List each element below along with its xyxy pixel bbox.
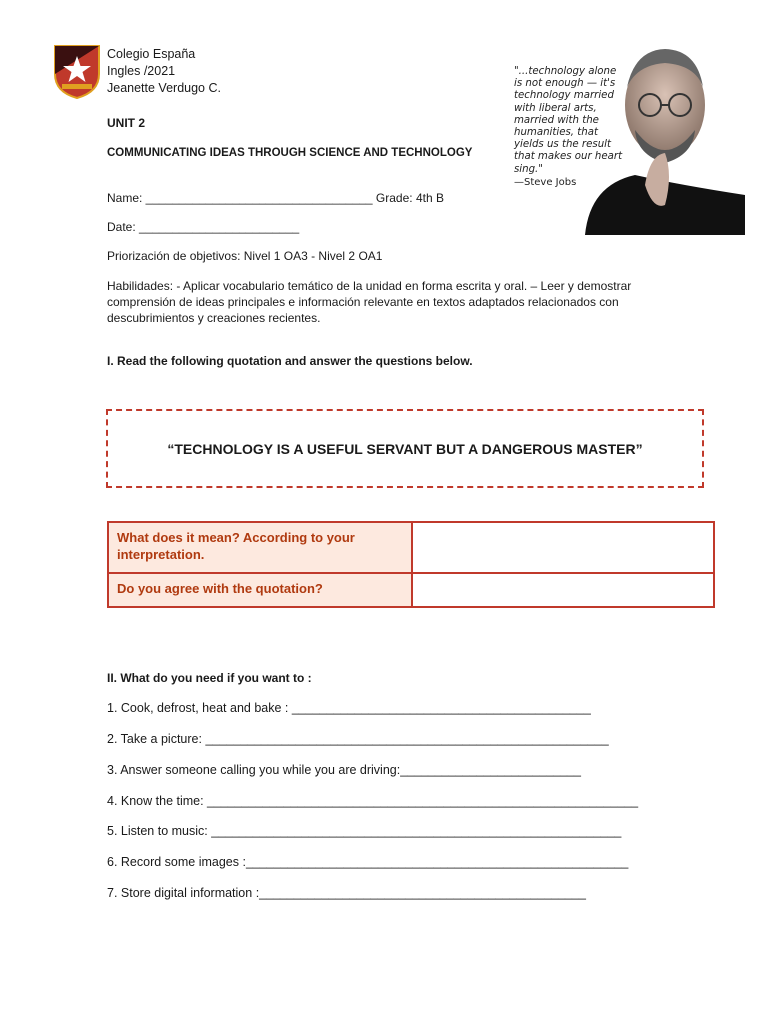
quote-author: —Steve Jobs	[514, 177, 577, 188]
list-item[interactable]: 4. Know the time: ______________________________________________________________	[107, 794, 639, 808]
skills-text: Habilidades: - Aplicar vocabulario temático de la unidad en forma escrita y oral. – Leer y demostrar comprensión de ideas principales e información relevante en textos adaptados relacionados con descubrimientos y creaciones recientes.	[107, 279, 632, 325]
list-item[interactable]: 1. Cook, defrost, heat and bake : ___________________________________________	[107, 701, 591, 715]
teacher-name: Jeanette Verdugo C.	[107, 81, 221, 95]
table-row	[108, 573, 714, 607]
answer-cell[interactable]	[412, 573, 714, 607]
section-2-heading: II. What do you need if you want to :	[107, 671, 312, 685]
subject-title: COMMUNICATING IDEAS THROUGH SCIENCE AND TECHNOLOGY	[107, 147, 473, 159]
school-crest-icon	[52, 44, 102, 100]
quote-text: "...technology alone is not enough — it's technology married with liberal arts, married with the humanities, that yields us the result that makes our heart sing."	[514, 66, 623, 175]
table-row	[108, 522, 714, 573]
question-cell: What does it mean? According to your interpretation.	[108, 522, 412, 573]
quotation-text: “TECHNOLOGY IS A USEFUL SERVANT BUT A DANGEROUS MASTER”	[167, 441, 643, 457]
list-item[interactable]: 5. Listen to music: ___________________________________________________________	[107, 824, 622, 838]
course-label: Ingles /2021	[107, 64, 176, 78]
school-name: Colegio España	[107, 47, 196, 61]
name-field[interactable]: Name: __________________________________ Grade: 4th B	[107, 191, 444, 205]
question-cell: Do you agree with the quotation?	[108, 573, 412, 607]
unit-title: UNIT 2	[107, 116, 146, 130]
list-item[interactable]: 7. Store digital information :_______________________________________________	[107, 886, 586, 900]
date-field[interactable]: Date: ________________________	[107, 220, 300, 234]
list-item[interactable]: 2. Take a picture: __________________________________________________________	[107, 732, 609, 746]
section-1-heading: I. Read the following quotation and answer the questions below.	[107, 354, 473, 368]
priority-text: Priorización de objetivos: Nivel 1 OA3 - Nivel 2 OA1	[107, 249, 383, 263]
list-item[interactable]: 6. Record some images :_______________________________________________________	[107, 855, 629, 869]
answer-cell[interactable]	[412, 522, 714, 573]
school-logo	[52, 44, 102, 100]
list-item[interactable]: 3. Answer someone calling you while you are driving:__________________________	[107, 763, 581, 777]
school-header	[107, 46, 221, 97]
quotation-box	[106, 409, 704, 488]
question-table	[107, 521, 715, 608]
